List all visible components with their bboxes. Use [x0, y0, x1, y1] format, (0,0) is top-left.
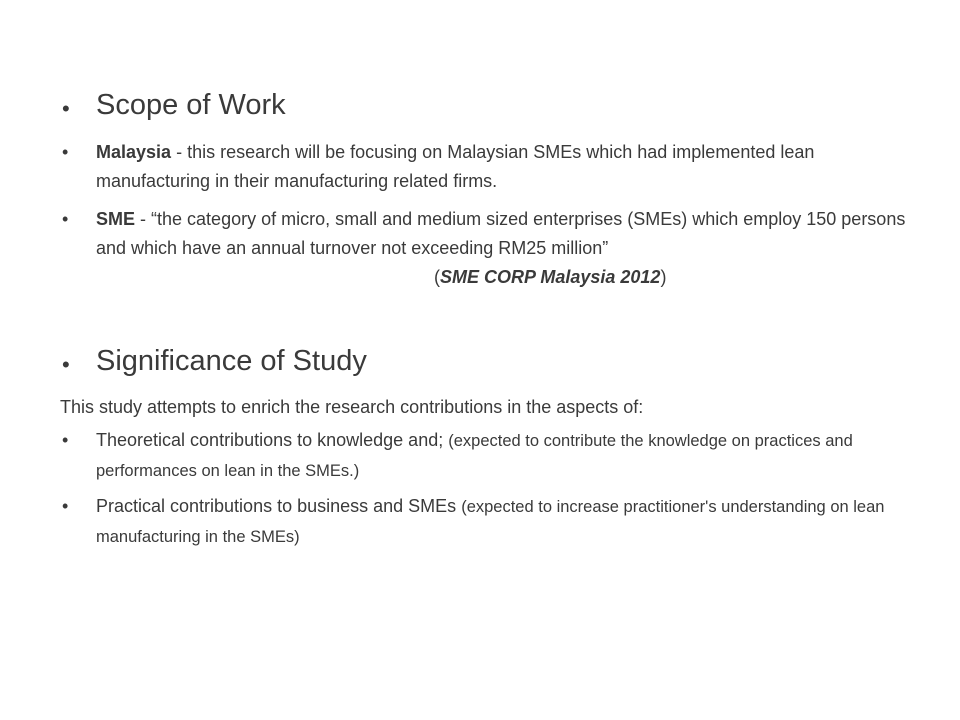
- sme-text: - “the category of micro, small and medium sized enterprises (SMEs) which employ 150 persons and which have an annual turnover not exceeding RM25 million”: [96, 209, 906, 258]
- bullet: •: [62, 496, 69, 516]
- theoretical-note: (expected to contribute the knowledge on practices and performances on lean in the SMEs.): [96, 432, 853, 480]
- significance-intro: This study attempts to enrich the research contributions in the aspects of:: [60, 397, 644, 417]
- theoretical-main: Theoretical contributions to knowledge and;: [96, 430, 444, 450]
- practical-main: Practical contributions to business and SMEs: [96, 496, 457, 516]
- sme-citation: SME CORP Malaysia 2012: [440, 267, 661, 287]
- citation-open: (: [434, 267, 440, 287]
- malaysia-term: Malaysia: [96, 142, 172, 162]
- bullet: •: [62, 142, 69, 162]
- bullet: •: [62, 430, 69, 450]
- bullet: •: [62, 209, 69, 229]
- scope-item-malaysia: [62, 138, 916, 196]
- sme-term: SME: [96, 209, 136, 229]
- significance-item-theoretical: [62, 426, 916, 486]
- significance-heading: [62, 344, 916, 378]
- bullet: •: [62, 352, 70, 377]
- scope-heading: [62, 88, 916, 122]
- citation-close: ): [660, 267, 667, 287]
- scope-item-sme: [62, 205, 916, 292]
- significance-heading-text: Significance of Study: [96, 345, 367, 377]
- practical-note: (expected to increase practitioner's understanding on lean manufacturing in the SMEs): [96, 498, 885, 546]
- bullet: •: [62, 96, 70, 121]
- scope-heading-text: Scope of Work: [96, 89, 286, 121]
- malaysia-text: - this research will be focusing on Malaysian SMEs which had implemented lean manufacturing in their manufacturing related firms.: [96, 142, 815, 191]
- significance-item-practical: [62, 492, 916, 552]
